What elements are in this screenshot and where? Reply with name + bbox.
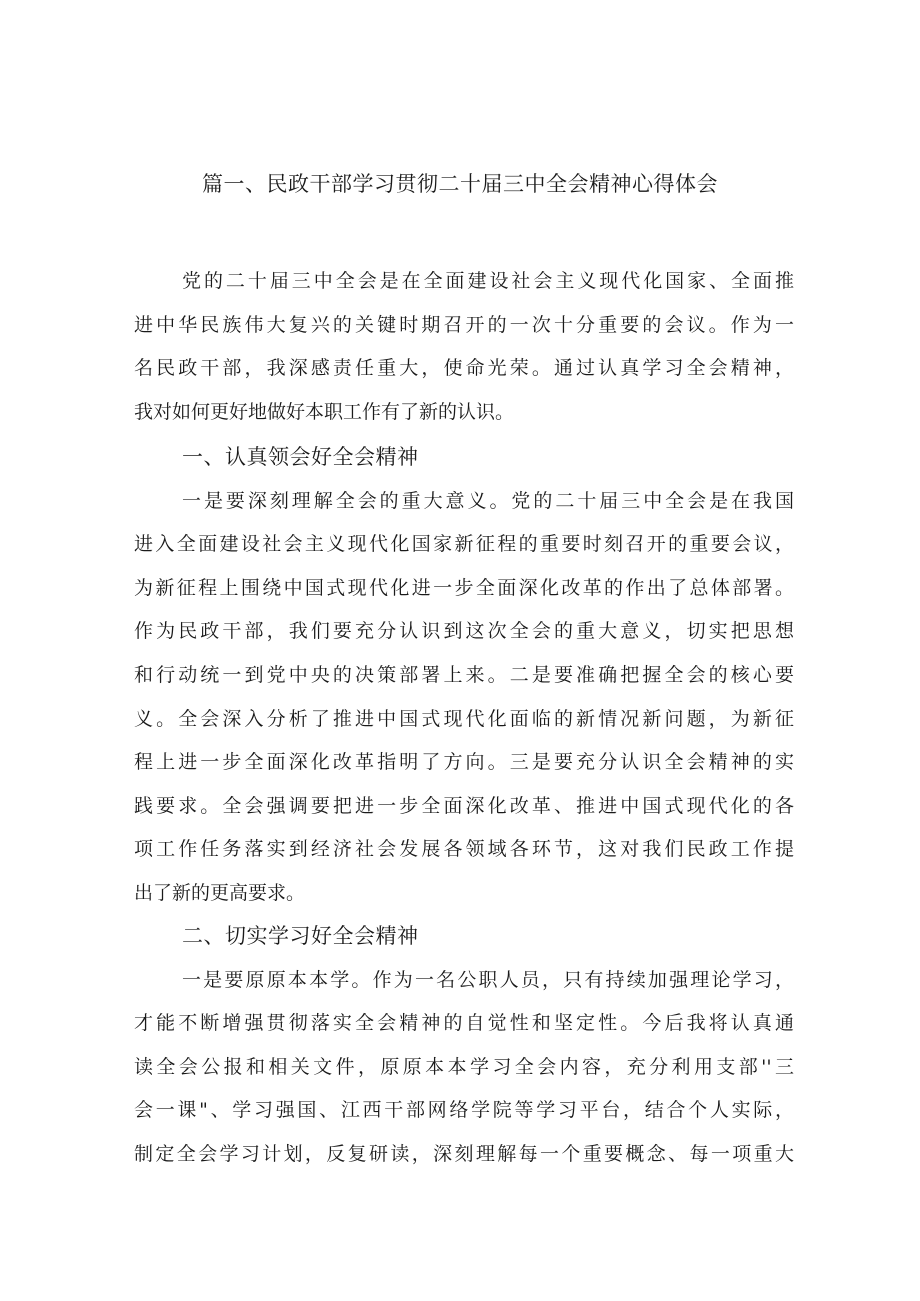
paragraph-line: 才能不断增强贯彻落实全会精神的自觉性和坚定性。今后我将认真通 — [134, 1012, 794, 1035]
paragraph-line: 出了新的更高要求。 — [134, 881, 306, 904]
paragraph-line: 党的二十届三中全会是在全面建设社会主义现代化国家、全面推 — [182, 270, 794, 292]
paragraph-line: 进中华民族伟大复兴的关键时期召开的一次十分重要的会议。作为一 — [134, 313, 794, 336]
paragraph-line: 进入全面建设社会主义现代化国家新征程的重要时刻召开的重要会议， — [134, 533, 794, 556]
paragraph-line: 制定全会学习计划，反复研读，深刻理解每一个重要概念、每一项重大 — [134, 1142, 794, 1165]
paragraph-line: 读全会公报和相关文件，原原本本学习全会内容，充分利用支部''三 — [134, 1055, 794, 1078]
paragraph-line: 为新征程上围绕中国式现代化进一步全面深化改革的作出了总体部署。 — [134, 576, 794, 599]
paragraph-line: 一是要深刻理解全会的重大意义。党的二十届三中全会是在我国 — [182, 489, 794, 512]
paragraph-line: 名民政干部，我深感责任重大，使命光荣。通过认真学习全会精神， — [134, 357, 794, 380]
paragraph-line: 程上进一步全面深化改革指明了方向。三是要充分认识全会精神的实 — [134, 751, 794, 774]
section-heading: 一、认真领会好全会精神 — [182, 445, 419, 469]
document-title: 篇一、民政干部学习贯彻二十届三中全会精神心得体会 — [202, 172, 718, 196]
paragraph-line: 项工作任务落实到经济社会发展各领域各环节，这对我们民政工作提 — [134, 838, 794, 861]
section-heading: 二、切实学习好全会精神 — [182, 924, 419, 948]
section-2 — [134, 915, 794, 1177]
paragraph-line: 作为民政干部，我们要充分认识到这次全会的重大意义，切实把思想 — [134, 620, 794, 643]
intro-paragraph — [134, 260, 794, 434]
paragraph-line: 会一课"、学习强国、江西干部网络学院等学习平台，结合个人实际， — [134, 1099, 794, 1122]
paragraph-line: 一是要原原本本学。作为一名公职人员，只有持续加强理论学习， — [182, 968, 794, 991]
section-1 — [134, 436, 794, 916]
paragraph-line: 义。全会深入分析了推进中国式现代化面临的新情况新问题，为新征 — [134, 707, 794, 730]
paragraph-line: 和行动统一到党中央的决策部署上来。二是要准确把握全会的核心要 — [134, 663, 794, 686]
paragraph-line: 我对如何更好地做好本职工作有了新的认识。 — [134, 400, 515, 423]
paragraph-line: 践要求。全会强调要把进一步全面深化改革、推进中国式现代化的各 — [134, 794, 794, 817]
